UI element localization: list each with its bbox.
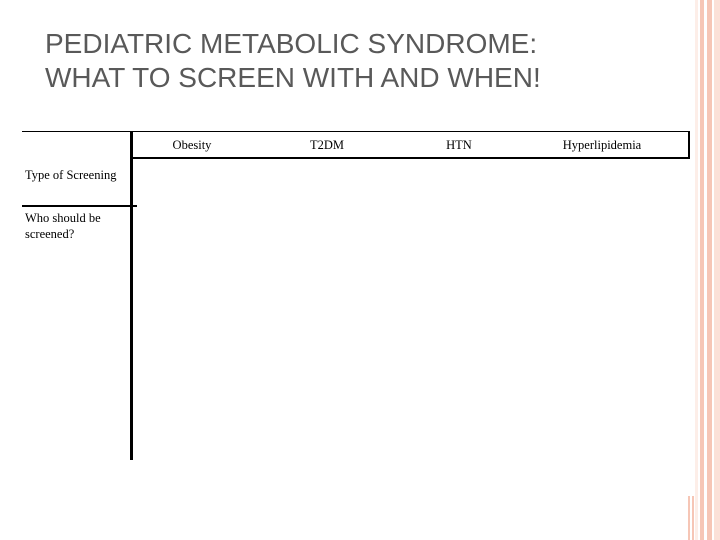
screening-table <box>22 131 692 461</box>
title-line-1: PEDIATRIC METABOLIC SYNDROME: <box>45 28 538 59</box>
mark <box>692 496 694 540</box>
stripe <box>707 0 712 540</box>
column-header-t2dm: T2DM <box>309 138 345 152</box>
column-header-htn: HTN <box>446 138 472 152</box>
row-header-type-of-screening: Type of Screening <box>25 168 117 182</box>
mark <box>688 496 690 540</box>
row-divider <box>22 205 137 207</box>
table-top-border <box>22 131 690 132</box>
stripe <box>700 0 704 540</box>
column-header-hyperlipidemia: Hyperlipidemia <box>562 138 642 152</box>
decorative-stripes <box>698 0 720 540</box>
header-divider <box>130 157 690 159</box>
title-line-2: WHAT TO SCREEN WITH AND WHEN! <box>45 62 541 93</box>
stripe <box>695 0 698 540</box>
corner-marks <box>688 496 694 540</box>
slide-title <box>45 27 645 95</box>
stripe <box>714 0 720 540</box>
column-header-obesity: Obesity <box>172 138 212 152</box>
row-header-who-should-be-screened: Who should be screened? <box>25 211 101 241</box>
table-right-border <box>688 131 690 158</box>
